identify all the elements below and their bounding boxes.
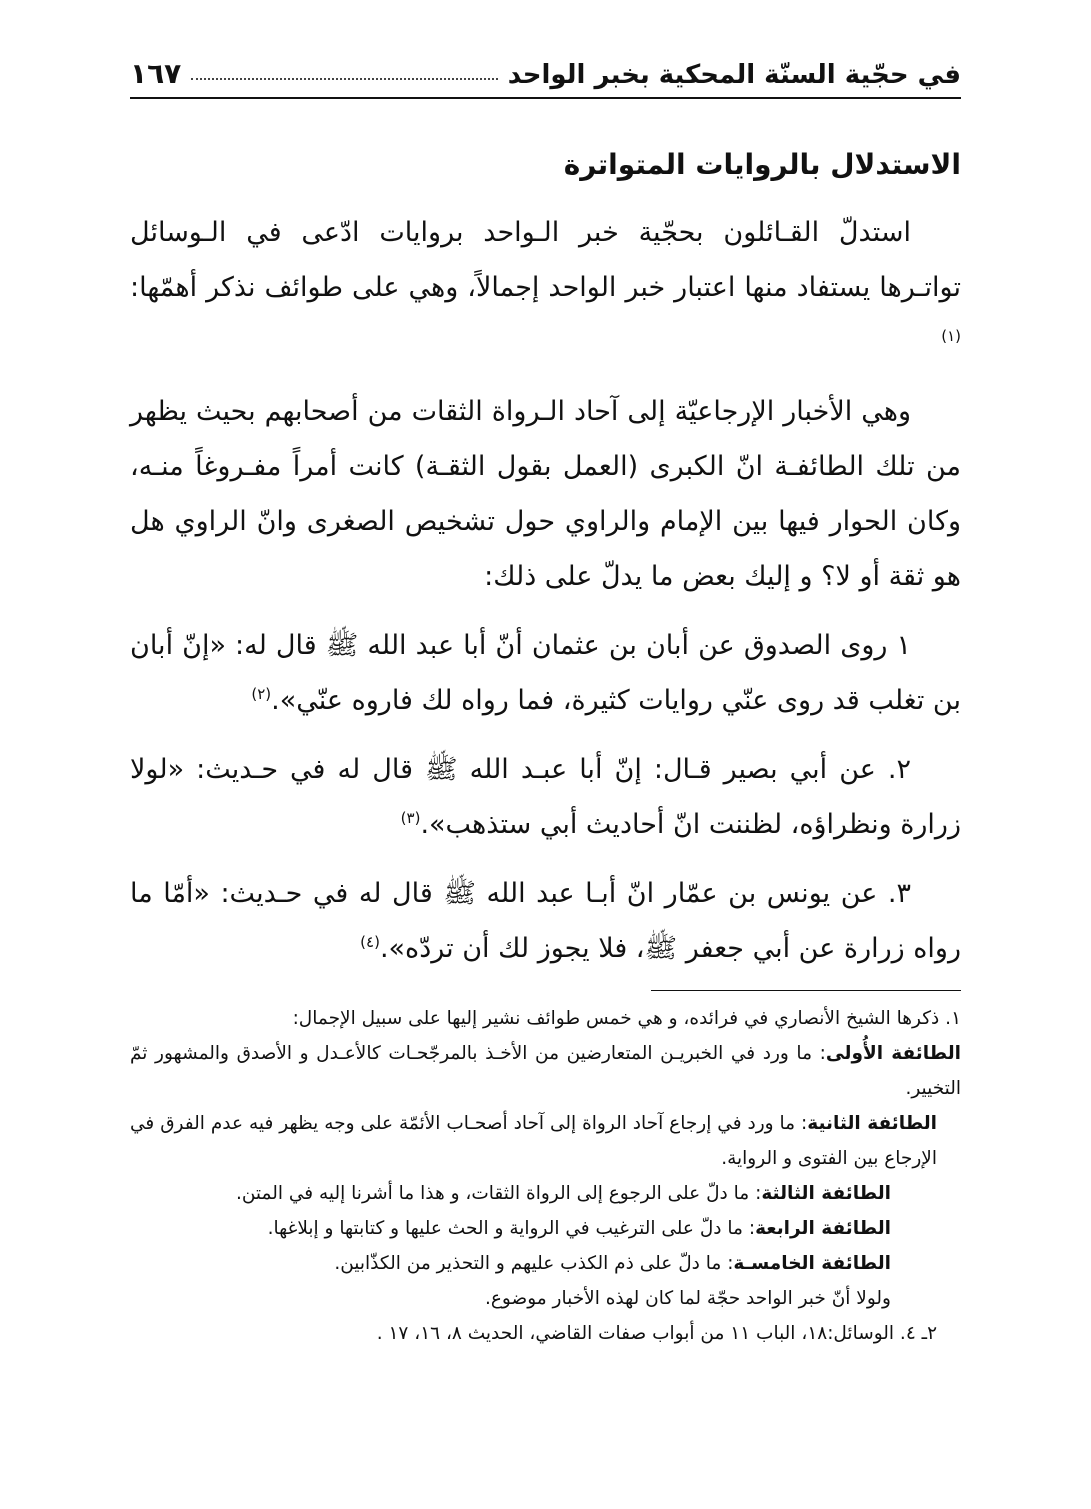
running-title: في حجّية السنّة المحكية بخبر الواحد [507,60,961,90]
paragraph-text: ١ روى الصدوق عن أبان بن عثمان أنّ أبا عبد الله ﷺ قال له: «إنّ أبان بن تغلب قد روى عنّي روايات كثيرة، فما رواه لك فاروه عنّي». [130,630,961,716]
category-label: الطائفة الثالثة [761,1183,891,1204]
category-label: الطائفة الأُولى [825,1043,961,1064]
footnote-category-4 [130,1211,961,1246]
paragraph-text: ٢. عن أبي بصير قـال: إنّ أبا عبـد الله ﷺ قال له في حـديث: «لولا زرارة ونظراؤه، لظننت انّ أحاديث أبي ستذهب». [130,754,961,840]
footnote-closing: ولولا أنّ خبر الواحد حجّة لما كان لهذه الأخبار موضوع. [485,1288,891,1309]
category-label: الطائفة الثانية [807,1113,938,1134]
footnote-rule [651,990,961,991]
narration-1 [130,618,961,728]
footnote-category-2 [130,1106,961,1176]
category-text: : ما دلّ على ذم الكذب عليهم و التحذير من الكذّابين. [334,1253,734,1274]
footnote-category-3 [130,1176,961,1211]
footnote-2-4: ٢ـ ٤. الوسائل:١٨، الباب ١١ من أبواب صفات القاضي، الحديث ٨، ١٦، ١٧ . [376,1323,937,1344]
paragraph-explanation [130,384,961,604]
footnotes [130,1001,961,1351]
footnote-1: ١. ذكرها الشيخ الأنصاري في فرائده، و هي خمس طوائف نشير إليها على سبيل الإجمال: [292,1008,961,1029]
category-label: الطائفة الخامسـة [733,1253,891,1274]
paragraph-text: ٣. عن يونس بن عمّار انّ أبـا عبد الله ﷺ قال له في حـديث: «أمّا ما رواه زرارة عن أبي جعفر ﷺ، فلا يجوز لك أن تردّه». [130,878,961,964]
header-rule [130,97,961,99]
narration-3 [130,866,961,976]
section-title: الاستدلال بالروايات المتواترة [563,148,961,181]
footnote-ref: (١) [941,327,961,345]
paragraph-intro [130,205,961,370]
footnote-ref: (٢) [251,685,272,703]
paragraph-text: استدلّ القـائلون بحجّية خبر الـواحد بروايات ادّعى في الـوسائل تواتـرها يستفاد منها اعتبار خبر الواحد إجمالاً، وهي على طوائف نذكر أهمّها: [130,217,961,303]
page-content [130,148,961,1351]
running-header [130,40,961,90]
narration-2 [130,742,961,852]
category-text: : ما دلّ على الترغيب في الرواية و الحث عليها و كتابتها و إبلاغها. [267,1218,756,1239]
category-text: : ما ورد في إرجاع آحاد الرواة إلى آحاد أصحـاب الأئمّة على وجه يظهر فيه عدم الفرق في الإرجاع بين الفتوى و الرواية. [130,1113,937,1169]
footnote-category-5 [130,1246,961,1281]
footnote-category-1 [130,1036,961,1106]
category-label: الطائفة الرابعة [755,1218,891,1239]
paragraph-text: وهي الأخبار الإرجاعيّة إلى آحاد الـرواة الثقات من أصحابهم بحيث يظهر من تلك الطائفـة انّ الكبرى (العمل بقول الثقـة) كانت أمراً مفـروغاً منـه، وكان الحوار فيها بين الإمام والراوي حول تشخيص الصغرى وانّ الراوي هل هو ثقة أو لا؟ و إليك بعض ما يدلّ على ذلك: [130,396,961,592]
category-text: : ما ورد في الخبريـن المتعارضين من الأخـذ بالمرجّحـات كالأعـدل و الأصدق والمشهور ثمّ التخيير. [130,1043,961,1099]
footnote-ref: (٤) [360,933,380,951]
page-number: ١٦٧ [130,57,182,90]
body-text [130,205,961,976]
category-text: : ما دلّ على الرجوع إلى الرواة الثقات، و هذا ما أشرنا إليه في المتن. [235,1183,762,1204]
dotted-leader [191,78,497,80]
footnote-ref: (٣) [400,809,421,827]
